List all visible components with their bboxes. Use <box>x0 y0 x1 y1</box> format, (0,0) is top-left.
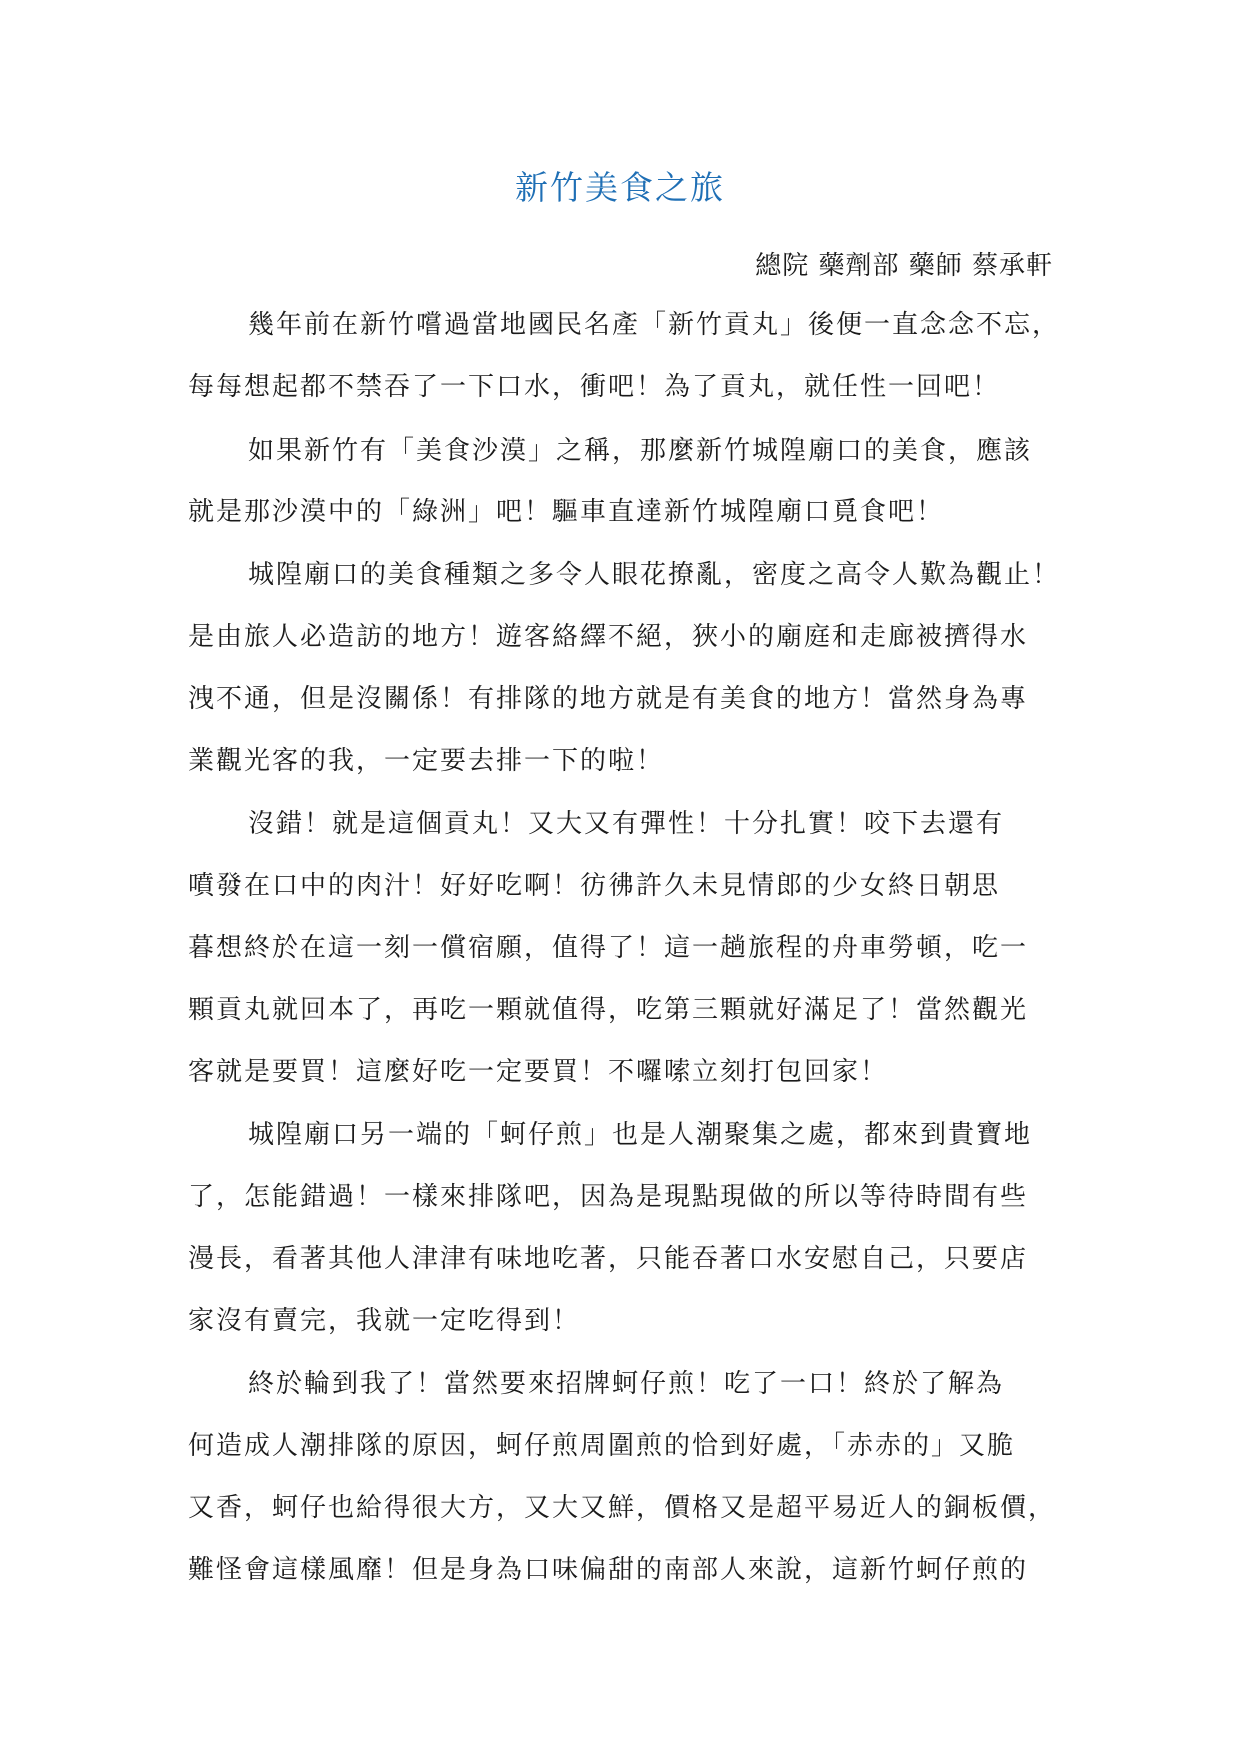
text-line: 就是那沙漠中的「綠洲」吧！驅車直達新竹城隍廟口覓食吧！ <box>188 497 945 527</box>
text-line: 沒錯！就是這個貢丸！又大又有彈性！十分扎實！咬下去還有 <box>248 809 1005 839</box>
text-line: 是由旅人必造訪的地方！遊客絡繹不絕，狹小的廟庭和走廊被擠得水 <box>188 622 1029 652</box>
text-line: 客就是要買！這麼好吃一定要買！不囉嗦立刻打包回家！ <box>188 1057 889 1087</box>
text-line: 噴發在口中的肉汁！好好吃啊！彷彿許久未見情郎的少女終日朝思 <box>188 871 1001 901</box>
text-line: 了，怎能錯過！一樣來排隊吧，因為是現點現做的所以等待時間有些 <box>188 1182 1029 1212</box>
text-line: 如果新竹有「美食沙漠」之稱，那麼新竹城隍廟口的美食，應該 <box>248 436 1033 466</box>
text-line: 顆貢丸就回本了，再吃一顆就值得，吃第三顆就好滿足了！當然觀光 <box>188 995 1029 1025</box>
page-title: 新竹美食之旅 <box>515 168 725 207</box>
text-line: 暮想終於在這一刻一償宿願，值得了！這一趟旅程的舟車勞頓，吃一 <box>188 933 1029 963</box>
text-line: 家沒有賣完，我就一定吃得到！ <box>188 1306 581 1336</box>
text-line: 每每想起都不禁吞了一下口水，衝吧！為了貢丸，就任性一回吧！ <box>188 372 1001 402</box>
text-line: 終於輪到我了！當然要來招牌蚵仔煎！吃了一口！終於了解為 <box>248 1369 1005 1399</box>
text-line: 又香，蚵仔也給得很大方，又大又鮮，價格又是超平易近人的銅板價， <box>188 1493 1057 1523</box>
text-line: 洩不通，但是沒關係！有排隊的地方就是有美食的地方！當然身為專 <box>188 684 1029 714</box>
text-line: 漫長，看著其他人津津有味地吃著，只能吞著口水安慰自己，只要店 <box>188 1244 1029 1274</box>
text-line: 城隍廟口另一端的「蚵仔煎」也是人潮聚集之處，都來到貴寶地 <box>248 1120 1033 1150</box>
author-byline: 總院 藥劑部 藥師 蔡承軒 <box>755 251 1053 281</box>
text-line: 何造成人潮排隊的原因，蚵仔煎周圍煎的恰到好處，「赤赤的」又脆 <box>188 1431 1016 1461</box>
text-line: 難怪會這樣風靡！但是身為口味偏甜的南部人來說，這新竹蚵仔煎的 <box>188 1555 1029 1585</box>
text-line: 城隍廟口的美食種類之多令人眼花撩亂，密度之高令人歎為觀止！ <box>248 560 1061 590</box>
text-line: 業觀光客的我，一定要去排一下的啦！ <box>188 746 665 776</box>
text-line: 幾年前在新竹嚐過當地國民名產「新竹貢丸」後便一直念念不忘， <box>248 310 1061 340</box>
